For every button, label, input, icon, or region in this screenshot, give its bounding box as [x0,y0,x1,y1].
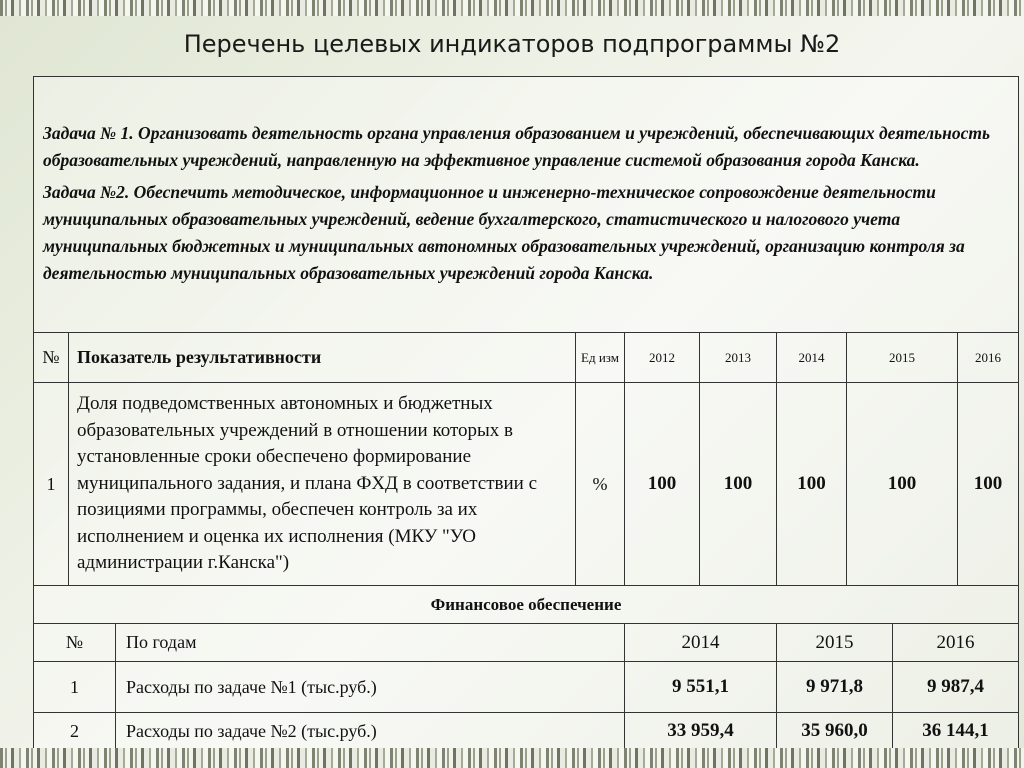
task-1-text: Задача № 1. Организовать деятельность органа управления образованием и учреждений, обеспечивающих деятельность образовательных учреждений, направленную на эффективное управление системой образования города Канска. [43,122,990,170]
finance-value: 9 987,4 [893,662,1019,713]
indicator-header-year: 2015 [847,333,958,383]
finance-row-num: 2 [34,713,116,750]
finance-section-title: Финансовое обеспечение [34,586,1019,624]
indicator-value: 100 [958,383,1019,586]
indicator-value: 100 [847,383,958,586]
indicator-value: 100 [700,383,777,586]
indicator-value: 100 [777,383,847,586]
bottom-decor-stripe [0,748,1024,768]
indicator-value: 100 [625,383,700,586]
indicator-header-year: 2014 [777,333,847,383]
page-title: Перечень целевых индикаторов подпрограммы №2 [183,30,841,58]
finance-header-year: 2014 [625,624,777,662]
finance-header-label: По годам [116,624,625,662]
indicator-row-num: 1 [34,383,69,586]
indicator-row-unit: % [576,383,625,586]
indicator-row-description: Доля подведомственных автономных и бюджетных образовательных учреждений в отношении которых в установленные сроки обеспечено формирование муниципального задания, и плана ФХД в соответствии с позициями программы, обеспечен контроль за их исполнением и оценка их исполнения (МКУ "УО администрации г.Канска") [69,383,576,586]
finance-header-num: № [34,624,116,662]
indicator-header-num: № [34,333,69,383]
finance-row-label: Расходы по задаче №1 (тыс.руб.) [116,662,625,713]
indicators-table-wrap [33,76,1018,750]
indicator-header-unit: Ед изм [576,333,625,383]
finance-value: 9 551,1 [625,662,777,713]
finance-row-label: Расходы по задаче №2 (тыс.руб.) [116,713,625,750]
finance-value: 35 960,0 [777,713,893,750]
finance-row-num: 1 [34,662,116,713]
indicator-header-year: 2016 [958,333,1019,383]
finance-value: 9 971,8 [777,662,893,713]
finance-header-year: 2015 [777,624,893,662]
indicator-header-year: 2013 [700,333,777,383]
top-decor-stripe [0,0,1024,16]
finance-value: 36 144,1 [893,713,1019,750]
indicators-table [33,76,1019,750]
indicator-header-year: 2012 [625,333,700,383]
indicator-header-name: Показатель результативности [69,333,576,383]
task-2-text: Задача №2. Обеспечить методическое, информационное и инженерно-техническое сопровождение деятельности муниципальных образовательных учреждений, ведение бухгалтерского, статистического и налогового учета муниципальных бюджетных и муниципальных автономных образовательных учреждений, организацию контроля за деятельностью муниципальных образовательных учреждений города Канска. [43,181,965,283]
finance-value: 33 959,4 [625,713,777,750]
finance-header-year: 2016 [893,624,1019,662]
tasks-cell [34,77,1019,333]
